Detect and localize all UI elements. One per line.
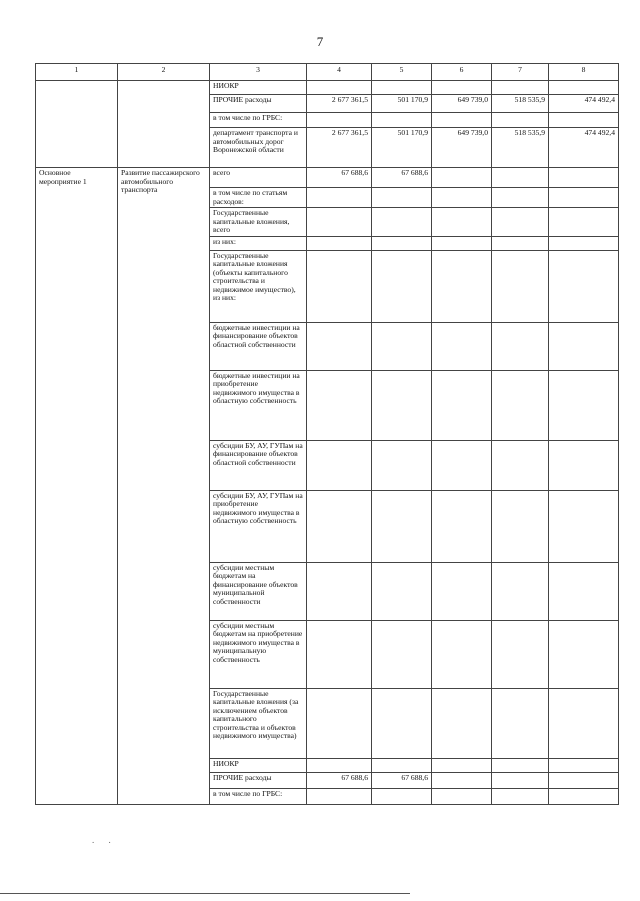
row-label: в том числе по ГРБС: — [210, 113, 307, 128]
value-cell — [372, 370, 432, 440]
page-number: 7 — [316, 34, 324, 49]
value-cell — [372, 208, 432, 237]
value-cell — [372, 788, 432, 804]
value-cell — [492, 250, 549, 322]
value-cell — [549, 322, 619, 370]
header-cell: 2 — [118, 64, 210, 81]
value-cell — [492, 490, 549, 562]
row-label: ПРОЧИЕ расходы — [210, 95, 307, 113]
value-cell — [307, 81, 372, 95]
value-cell — [432, 490, 492, 562]
value-cell — [549, 440, 619, 490]
stray-marks: . . — [92, 835, 117, 845]
value-cell — [549, 81, 619, 95]
value-cell — [372, 620, 432, 688]
value-cell — [307, 688, 372, 758]
value-cell — [307, 208, 372, 237]
value-cell: 518 535,9 — [492, 128, 549, 168]
value-cell — [549, 490, 619, 562]
row-label: субсидии местным бюджетам на финансирование объектов муниципальной собственности — [210, 562, 307, 620]
row-label: субсидии БУ, АУ, ГУПам на финансирование объектов областной собственности — [210, 440, 307, 490]
value-cell — [307, 758, 372, 772]
value-cell — [549, 236, 619, 250]
value-cell — [549, 250, 619, 322]
value-cell — [307, 370, 372, 440]
value-cell — [492, 113, 549, 128]
value-cell — [307, 620, 372, 688]
value-cell — [549, 620, 619, 688]
value-cell — [307, 113, 372, 128]
row-label: субсидии БУ, АУ, ГУПам на приобретение недвижимого имущества в областную собственность — [210, 490, 307, 562]
value-cell — [492, 772, 549, 788]
row-label: ПРОЧИЕ расходы — [210, 772, 307, 788]
value-cell — [492, 81, 549, 95]
value-cell — [492, 322, 549, 370]
value-cell — [432, 562, 492, 620]
value-cell — [372, 440, 432, 490]
value-cell — [432, 772, 492, 788]
row-label: в том числе по ГРБС: — [210, 788, 307, 804]
measure-name: Основное мероприятие 1 — [36, 168, 118, 805]
value-cell — [372, 113, 432, 128]
value-cell — [492, 168, 549, 188]
value-cell — [492, 370, 549, 440]
value-cell: 501 170,9 — [372, 95, 432, 113]
row-label: Государственные капитальные вложения (за исключением объектов капитального строительства и объектов недвижимого имущества) — [210, 688, 307, 758]
budget-table — [35, 63, 619, 805]
header-cell: 4 — [307, 64, 372, 81]
value-cell — [432, 370, 492, 440]
measure-description: Развитие пассажирского автомобильного транспорта — [118, 168, 210, 805]
header-cell: 5 — [372, 64, 432, 81]
table-row — [36, 168, 619, 188]
value-cell — [492, 758, 549, 772]
value-cell — [372, 188, 432, 208]
value-cell — [432, 250, 492, 322]
header-row — [36, 64, 619, 81]
header-cell: 3 — [210, 64, 307, 81]
value-cell — [432, 236, 492, 250]
value-cell: 2 677 361,5 — [307, 95, 372, 113]
value-cell — [492, 688, 549, 758]
value-cell — [307, 440, 372, 490]
row-label: НИОКР — [210, 758, 307, 772]
value-cell: 501 170,9 — [372, 128, 432, 168]
value-cell: 67 688,6 — [372, 772, 432, 788]
value-cell — [549, 113, 619, 128]
value-cell — [432, 168, 492, 188]
value-cell — [372, 758, 432, 772]
row-label: бюджетные инвестиции на приобретение недвижимого имущества в областную собственность — [210, 370, 307, 440]
value-cell — [432, 758, 492, 772]
value-cell — [549, 188, 619, 208]
value-cell — [432, 788, 492, 804]
footer-rule — [0, 893, 410, 894]
header-cell: 8 — [549, 64, 619, 81]
value-cell — [549, 788, 619, 804]
value-cell — [492, 562, 549, 620]
value-cell — [372, 688, 432, 758]
value-cell: 474 492,4 — [549, 128, 619, 168]
col2-cell — [118, 81, 210, 168]
value-cell — [432, 208, 492, 237]
value-cell — [549, 758, 619, 772]
value-cell — [307, 490, 372, 562]
value-cell — [372, 81, 432, 95]
value-cell — [492, 788, 549, 804]
row-label: в том числе по статьям расходов: — [210, 188, 307, 208]
value-cell — [492, 236, 549, 250]
row-label: всего — [210, 168, 307, 188]
value-cell — [307, 250, 372, 322]
value-cell: 67 688,6 — [307, 168, 372, 188]
value-cell — [432, 81, 492, 95]
header-cell: 6 — [432, 64, 492, 81]
row-label: субсидии местным бюджетам на приобретение недвижимого имущества в муниципальную собственность — [210, 620, 307, 688]
value-cell — [549, 562, 619, 620]
value-cell — [372, 250, 432, 322]
value-cell — [432, 113, 492, 128]
value-cell — [307, 788, 372, 804]
value-cell — [492, 440, 549, 490]
value-cell — [549, 370, 619, 440]
header-cell: 1 — [36, 64, 118, 81]
row-label: НИОКР — [210, 81, 307, 95]
value-cell — [549, 688, 619, 758]
value-cell — [372, 322, 432, 370]
value-cell: 67 688,6 — [372, 168, 432, 188]
value-cell — [372, 562, 432, 620]
value-cell — [372, 490, 432, 562]
value-cell — [307, 236, 372, 250]
row-label: Государственные капитальные вложения, всего — [210, 208, 307, 237]
row-label: бюджетные инвестиции на финансирование объектов областной собственности — [210, 322, 307, 370]
value-cell: 518 535,9 — [492, 95, 549, 113]
value-cell — [432, 620, 492, 688]
value-cell — [492, 208, 549, 237]
value-cell: 67 688,6 — [307, 772, 372, 788]
value-cell — [307, 322, 372, 370]
value-cell — [492, 620, 549, 688]
value-cell: 2 677 361,5 — [307, 128, 372, 168]
value-cell: 649 739,0 — [432, 95, 492, 113]
value-cell — [549, 208, 619, 237]
row-label: Государственные капитальные вложения (объекты капитального строительства и недвижимое имущество), из них: — [210, 250, 307, 322]
value-cell — [307, 562, 372, 620]
row-label: департамент транспорта и автомобильных дорог Воронежской области — [210, 128, 307, 168]
value-cell — [492, 188, 549, 208]
value-cell — [549, 772, 619, 788]
value-cell: 649 739,0 — [432, 128, 492, 168]
col1-cell — [36, 81, 118, 168]
value-cell — [372, 236, 432, 250]
value-cell — [432, 188, 492, 208]
value-cell: 474 492,4 — [549, 95, 619, 113]
header-cell: 7 — [492, 64, 549, 81]
row-label: из них: — [210, 236, 307, 250]
value-cell — [432, 440, 492, 490]
value-cell — [432, 322, 492, 370]
value-cell — [432, 688, 492, 758]
table-row — [36, 81, 619, 95]
value-cell — [549, 168, 619, 188]
value-cell — [307, 188, 372, 208]
